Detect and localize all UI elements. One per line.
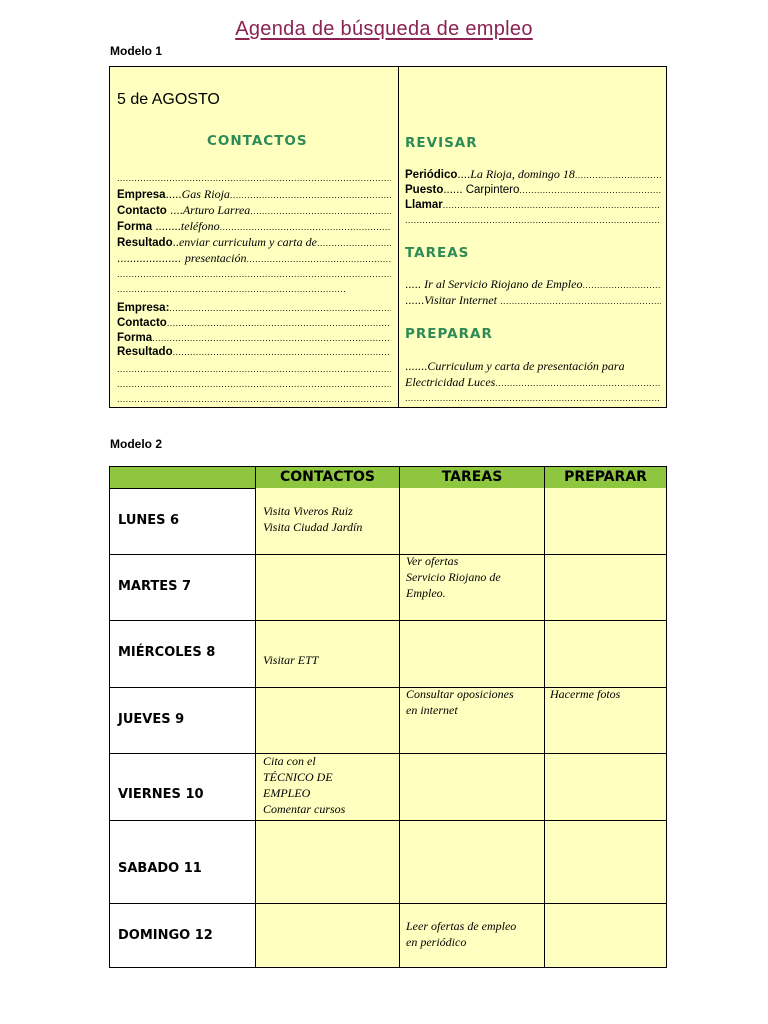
dotted-line	[117, 282, 345, 297]
day-label: LUNES 6	[118, 513, 180, 528]
cell-note	[550, 686, 620, 702]
note-line: en periódico	[406, 935, 467, 949]
contacto1-value: Arturo Larrea	[182, 203, 251, 217]
periodico-line: Periódico....La Rioja, domingo 18 .....	[405, 167, 661, 182]
forma1-label: Forma	[117, 221, 153, 233]
contacto1-line: Contacto ....Arturo Larrea .....	[117, 203, 391, 218]
puesto-label: Puesto	[405, 184, 444, 196]
contacto2-line	[117, 316, 391, 331]
periodico-label: Periódico	[405, 169, 458, 181]
dotted-line	[405, 391, 661, 406]
note-line: Leer ofertas de empleo	[406, 919, 517, 933]
cell-note	[263, 503, 362, 535]
cell-note	[406, 918, 516, 950]
periodico-value: La Rioja, domingo 18	[470, 167, 575, 181]
contacto1-label: Contacto	[117, 205, 167, 217]
forma1-line: Forma ........teléfono .....	[117, 219, 391, 234]
header-tareas: TAREAS	[441, 469, 503, 485]
column-divider	[255, 467, 256, 967]
preparar1-line: .......Curriculum y carta de presentación para	[405, 359, 625, 373]
row-divider	[110, 554, 666, 555]
day-label: DOMINGO 12	[118, 928, 213, 943]
tarea2-line: ......Visitar Internet .....	[405, 293, 661, 308]
agenda-date: 5 de AGOSTO	[117, 91, 220, 108]
row-divider	[110, 820, 666, 821]
note-line: Servicio Riojano de	[406, 570, 501, 584]
contacto2-label: Contacto	[117, 317, 167, 329]
llamar-label: Llamar	[405, 199, 443, 211]
preparar-heading: PREPARAR	[405, 326, 493, 342]
resultado1-value: enviar curriculum y carta de	[178, 235, 317, 249]
modelo1-card	[109, 66, 667, 408]
resultado2-label: Resultado	[117, 346, 173, 358]
dotted-line	[117, 392, 391, 407]
note-line: Ver ofertas	[406, 554, 459, 568]
note-line: EMPLEO	[263, 786, 311, 800]
resultado2-line	[117, 345, 391, 360]
row-divider	[110, 620, 666, 621]
forma2-line	[117, 331, 391, 346]
forma2-label: Forma	[117, 332, 153, 344]
dotted-line	[117, 362, 391, 377]
modelo1-left-panel	[117, 67, 391, 407]
empresa1-label: Empresa	[117, 189, 166, 201]
note-line: Empleo.	[406, 586, 446, 600]
cell-note	[406, 553, 501, 601]
resultado1-line: Resultado..enviar curriculum y carta de .....	[117, 235, 391, 250]
note-line: Hacerme fotos	[550, 687, 621, 701]
note-line: Cita con el	[263, 754, 316, 768]
note-line: Visita Ciudad Jardín	[263, 520, 363, 534]
note-line: Comentar cursos	[263, 802, 346, 816]
dotted-line	[117, 171, 391, 186]
tareas-heading: TAREAS	[405, 245, 470, 261]
revisar-heading: REVISAR	[405, 135, 478, 151]
preparar1-text: Curriculum y carta de presentación para	[427, 359, 625, 373]
day-label: MARTES 7	[118, 579, 192, 594]
modelo2-label: Modelo 2	[110, 437, 163, 451]
column-divider	[544, 467, 545, 967]
tarea1-text: Ir al Servicio Riojano de Empleo	[424, 277, 583, 291]
header-contactos: CONTACTOS	[280, 469, 375, 485]
dotted-line	[405, 213, 661, 228]
empresa2-line	[117, 301, 391, 316]
cell-note	[406, 686, 514, 718]
note-line: Visitar ETT	[263, 653, 319, 667]
row-divider	[110, 753, 666, 754]
note-line: en internet	[406, 703, 458, 717]
row-divider	[110, 903, 666, 904]
dotted-line	[117, 377, 391, 392]
modelo2-table	[109, 466, 667, 968]
preparar2-text: Electricidad Luces	[405, 375, 496, 389]
modelo1-divider	[398, 67, 399, 407]
day-label: SABADO 11	[118, 861, 202, 876]
empresa1-value: Gas Rioja	[181, 187, 230, 201]
empresa1-line: Empresa.....Gas Rioja .....	[117, 187, 391, 202]
note-line: Visita Viveros Ruiz	[263, 504, 353, 518]
puesto-line: Puesto...... Carpintero .....	[405, 183, 661, 198]
puesto-value: Carpintero	[465, 184, 520, 196]
header-preparar: PREPARAR	[564, 469, 647, 485]
resultado1-cont-line: .................... presentación .....	[117, 251, 391, 266]
page-title: Agenda de búsqueda de empleo	[235, 18, 533, 40]
modelo1-label: Modelo 1	[110, 44, 163, 58]
dotted-line	[117, 267, 391, 282]
note-line: Consultar oposiciones	[406, 687, 514, 701]
column-divider	[399, 467, 400, 967]
forma1-value: teléfono	[180, 219, 220, 233]
empresa2-label: Empresa:	[117, 302, 170, 314]
note-line: TÉCNICO DE	[263, 770, 333, 784]
contactos-heading: CONTACTOS	[207, 133, 308, 149]
resultado1-cont: presentación	[184, 251, 247, 265]
tarea2-text: Visitar Internet	[424, 293, 497, 307]
day-label: VIERNES 10	[118, 787, 204, 802]
preparar2-line	[405, 375, 661, 390]
day-label: MIÉRCOLES 8	[118, 645, 216, 660]
modelo1-right-panel	[405, 67, 661, 407]
llamar-line	[405, 198, 661, 213]
cell-note	[263, 753, 345, 817]
cell-note	[263, 652, 318, 668]
day-label: JUEVES 9	[118, 712, 185, 727]
resultado1-label: Resultado	[117, 237, 173, 249]
tarea1-line: ..... Ir al Servicio Riojano de Empleo .....	[405, 277, 661, 292]
